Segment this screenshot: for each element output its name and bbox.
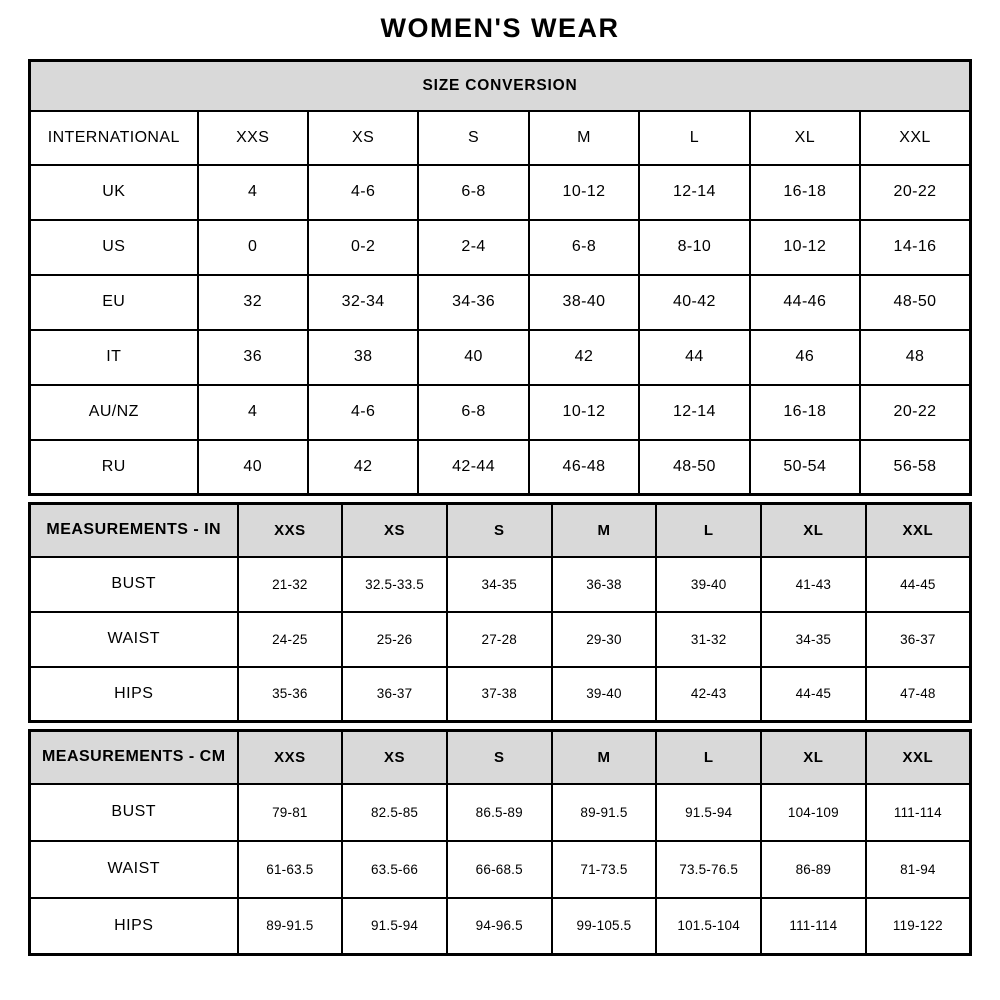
size-header-cell: XXS <box>238 731 343 784</box>
value-cell: 34-36 <box>418 275 528 330</box>
value-cell: 44-46 <box>750 275 860 330</box>
value-cell: 94-96.5 <box>447 898 552 955</box>
value-cell: 86-89 <box>761 841 866 898</box>
table-row <box>30 784 971 841</box>
measurements-in-header-row <box>30 504 971 557</box>
value-cell: 24-25 <box>238 612 343 667</box>
value-cell: 71-73.5 <box>552 841 657 898</box>
row-label: UK <box>30 165 198 220</box>
value-cell: 36-37 <box>342 667 447 722</box>
value-cell: 10-12 <box>529 165 639 220</box>
row-label: WAIST <box>30 612 238 667</box>
value-cell: 14-16 <box>860 220 970 275</box>
table-row <box>30 440 971 495</box>
value-cell: 4-6 <box>308 165 418 220</box>
value-cell: 34-35 <box>447 557 552 612</box>
value-cell: 46-48 <box>529 440 639 495</box>
measurements-cm-body <box>30 784 971 955</box>
value-cell: 32 <box>198 275 308 330</box>
size-conversion-body <box>30 165 971 495</box>
value-cell: 91.5-94 <box>342 898 447 955</box>
value-cell: 36-38 <box>552 557 657 612</box>
value-cell: 42 <box>308 440 418 495</box>
row-label: BUST <box>30 557 238 612</box>
measurements-in-table <box>28 502 972 723</box>
value-cell: 82.5-85 <box>342 784 447 841</box>
table-row <box>30 898 971 955</box>
value-cell: 48-50 <box>860 275 970 330</box>
value-cell: 63.5-66 <box>342 841 447 898</box>
value-cell: 32-34 <box>308 275 418 330</box>
size-header-cell: M <box>552 731 657 784</box>
measurements-cm-header-row <box>30 731 971 784</box>
table-row <box>30 612 971 667</box>
value-cell: 32.5-33.5 <box>342 557 447 612</box>
value-cell: 39-40 <box>656 557 761 612</box>
value-cell: 99-105.5 <box>552 898 657 955</box>
value-cell: 6-8 <box>529 220 639 275</box>
size-header-cell: XL <box>750 111 860 165</box>
value-cell: 42-44 <box>418 440 528 495</box>
value-cell: 37-38 <box>447 667 552 722</box>
value-cell: 41-43 <box>761 557 866 612</box>
size-header-cell: XXS <box>198 111 308 165</box>
size-header-cell: S <box>418 111 528 165</box>
size-conversion-header-row <box>30 111 971 165</box>
value-cell: 81-94 <box>866 841 971 898</box>
value-cell: 16-18 <box>750 165 860 220</box>
value-cell: 0 <box>198 220 308 275</box>
value-cell: 25-26 <box>342 612 447 667</box>
value-cell: 27-28 <box>447 612 552 667</box>
value-cell: 40 <box>418 330 528 385</box>
size-conversion-table <box>28 59 972 496</box>
size-header-cell: XXL <box>866 731 971 784</box>
size-conversion-title: SIZE CONVERSION <box>30 61 971 111</box>
value-cell: 12-14 <box>639 165 749 220</box>
value-cell: 4 <box>198 165 308 220</box>
value-cell: 16-18 <box>750 385 860 440</box>
value-cell: 44-45 <box>761 667 866 722</box>
table-row <box>30 220 971 275</box>
value-cell: 119-122 <box>866 898 971 955</box>
value-cell: 44 <box>639 330 749 385</box>
row-label: BUST <box>30 784 238 841</box>
row-label: HIPS <box>30 667 238 722</box>
value-cell: 44-45 <box>866 557 971 612</box>
value-cell: 38-40 <box>529 275 639 330</box>
table-row <box>30 385 971 440</box>
size-header-cell: S <box>447 731 552 784</box>
size-header-cell: XL <box>761 504 866 557</box>
table-row <box>30 557 971 612</box>
size-header-cell: L <box>656 504 761 557</box>
size-header-cell: L <box>656 731 761 784</box>
value-cell: 48 <box>860 330 970 385</box>
measurements-cm-table <box>28 729 972 956</box>
value-cell: 48-50 <box>639 440 749 495</box>
size-header-cell: XXS <box>238 504 343 557</box>
page-title: WOMEN'S WEAR <box>380 13 620 43</box>
size-header-cell: XL <box>761 731 866 784</box>
value-cell: 89-91.5 <box>552 784 657 841</box>
row-label: RU <box>30 440 198 495</box>
table-title-cell: MEASUREMENTS - IN <box>30 504 238 557</box>
value-cell: 21-32 <box>238 557 343 612</box>
size-header-cell: XXL <box>860 111 970 165</box>
value-cell: 46 <box>750 330 860 385</box>
value-cell: 8-10 <box>639 220 749 275</box>
row-label: US <box>30 220 198 275</box>
value-cell: 36-37 <box>866 612 971 667</box>
size-header-cell: M <box>529 111 639 165</box>
value-cell: 86.5-89 <box>447 784 552 841</box>
value-cell: 47-48 <box>866 667 971 722</box>
value-cell: 40-42 <box>639 275 749 330</box>
value-cell: 10-12 <box>750 220 860 275</box>
value-cell: 89-91.5 <box>238 898 343 955</box>
value-cell: 56-58 <box>860 440 970 495</box>
value-cell: 38 <box>308 330 418 385</box>
table-title-cell: MEASUREMENTS - CM <box>30 731 238 784</box>
value-cell: 36 <box>198 330 308 385</box>
value-cell: 2-4 <box>418 220 528 275</box>
value-cell: 4-6 <box>308 385 418 440</box>
value-cell: 39-40 <box>552 667 657 722</box>
value-cell: 79-81 <box>238 784 343 841</box>
table-row <box>30 667 971 722</box>
row-label: EU <box>30 275 198 330</box>
value-cell: 40 <box>198 440 308 495</box>
size-header-cell: M <box>552 504 657 557</box>
size-header-cell: XXL <box>866 504 971 557</box>
table-row <box>30 275 971 330</box>
value-cell: 20-22 <box>860 385 970 440</box>
value-cell: 34-35 <box>761 612 866 667</box>
value-cell: 6-8 <box>418 385 528 440</box>
table-row <box>30 330 971 385</box>
value-cell: 12-14 <box>639 385 749 440</box>
value-cell: 42-43 <box>656 667 761 722</box>
value-cell: 50-54 <box>750 440 860 495</box>
value-cell: 0-2 <box>308 220 418 275</box>
value-cell: 101.5-104 <box>656 898 761 955</box>
value-cell: 91.5-94 <box>656 784 761 841</box>
table-title-cell: INTERNATIONAL <box>30 111 198 165</box>
value-cell: 111-114 <box>761 898 866 955</box>
value-cell: 61-63.5 <box>238 841 343 898</box>
row-label: AU/NZ <box>30 385 198 440</box>
value-cell: 31-32 <box>656 612 761 667</box>
value-cell: 111-114 <box>866 784 971 841</box>
value-cell: 10-12 <box>529 385 639 440</box>
size-header-cell: XS <box>342 731 447 784</box>
value-cell: 104-109 <box>761 784 866 841</box>
size-header-cell: S <box>447 504 552 557</box>
table-row <box>30 841 971 898</box>
row-label: HIPS <box>30 898 238 955</box>
size-header-cell: L <box>639 111 749 165</box>
row-label: WAIST <box>30 841 238 898</box>
value-cell: 29-30 <box>552 612 657 667</box>
value-cell: 66-68.5 <box>447 841 552 898</box>
value-cell: 20-22 <box>860 165 970 220</box>
measurements-in-body <box>30 557 971 722</box>
size-header-cell: XS <box>342 504 447 557</box>
value-cell: 73.5-76.5 <box>656 841 761 898</box>
size-conversion-caption-row <box>30 61 971 111</box>
table-row <box>30 165 971 220</box>
value-cell: 42 <box>529 330 639 385</box>
row-label: IT <box>30 330 198 385</box>
value-cell: 6-8 <box>418 165 528 220</box>
value-cell: 35-36 <box>238 667 343 722</box>
value-cell: 4 <box>198 385 308 440</box>
size-header-cell: XS <box>308 111 418 165</box>
